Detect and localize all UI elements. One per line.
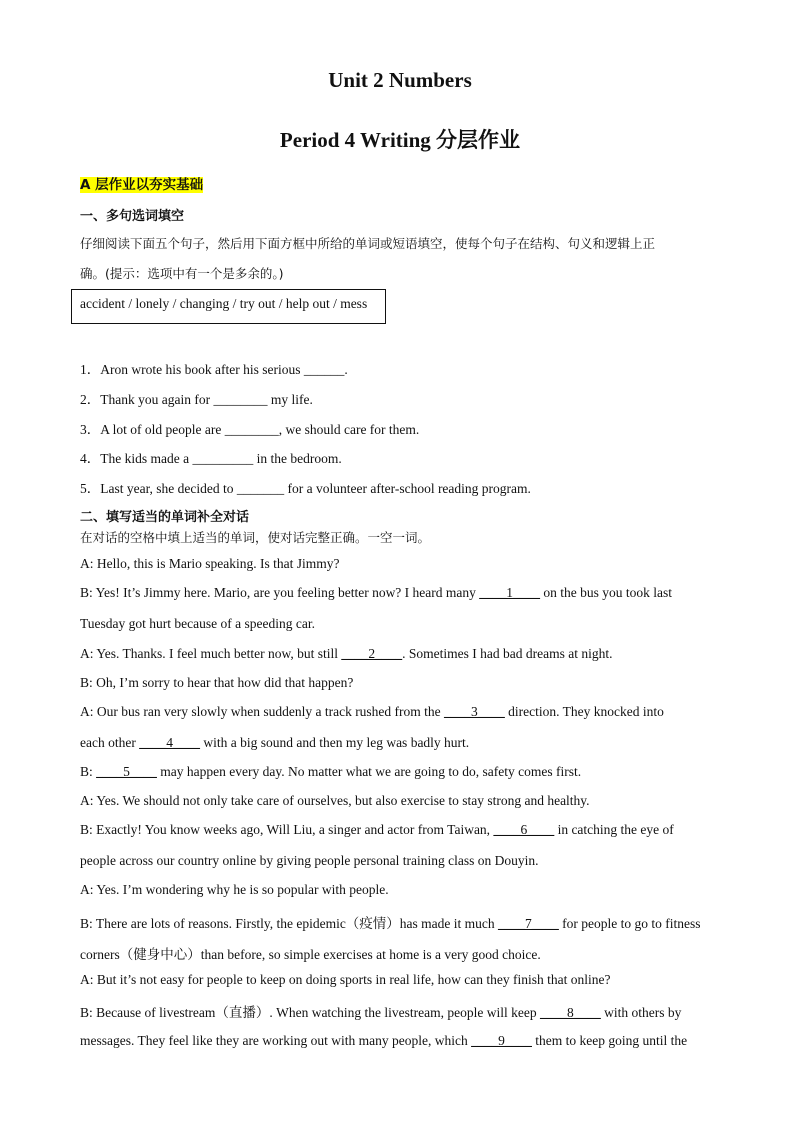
dialogue-text: with others by: [600, 1005, 682, 1020]
sentence-4: 4．The kids made a _________ in the bedroom.: [80, 451, 342, 466]
section2-heading: 二、填写适当的单词补全对话: [80, 510, 250, 525]
word-box: accident / lonely / changing / try out / help out / mess: [71, 289, 386, 324]
dialogue-line: [80, 822, 730, 838]
dialogue-text: on the bus you took last: [540, 585, 673, 600]
answer-blank-6[interactable]: ____6____: [493, 822, 555, 837]
dialogue-text: A: But it’s not easy for people to keep on doing sports in real life, how can they finish that online?: [80, 972, 611, 987]
dialogue-line: [80, 675, 730, 691]
dialogue-text: B: There are lots of reasons. Firstly, the epidemic（疫情）has made it much: [80, 916, 499, 931]
dialogue-line: [80, 1033, 730, 1049]
dialogue-line: [80, 972, 730, 988]
dialogue-text: corners（健身中心）than before, so simple exercises at home is a very good choice.: [80, 947, 541, 962]
dialogue-text: B: Yes! It’s Jimmy here. Mario, are you feeling better now? I heard many: [80, 585, 480, 600]
section1-instruction-line2: 确。(提示：选项中有一个是多余的。): [80, 266, 284, 281]
dialogue-text: . Sometimes I had bad dreams at night.: [402, 646, 613, 661]
dialogue-text: A: Our bus ran very slowly when suddenly a track rushed from the: [80, 704, 445, 719]
dialogue-text: them to keep going until the: [531, 1033, 688, 1048]
sentence-2: 2．Thank you again for ________ my life.: [80, 392, 313, 407]
sentence-3: 3．A lot of old people are ________, we should care for them.: [80, 422, 420, 437]
period-title: Period 4 Writing 分层作业: [279, 128, 521, 152]
dialogue-text: A: Yes. Thanks. I feel much better now, but still: [80, 646, 342, 661]
dialogue-line: [80, 704, 730, 720]
answer-blank-1[interactable]: ____1____: [479, 585, 541, 600]
dialogue-text: direction. They knocked into: [504, 704, 664, 719]
dialogue-text: B:: [80, 764, 97, 779]
dialogue-line: [80, 943, 730, 963]
dialogue-text: A: Yes. I’m wondering why he is so popular with people.: [80, 882, 389, 897]
answer-blank-4[interactable]: ____4____: [139, 735, 200, 750]
dialogue-text: for people to go to fitness: [558, 916, 701, 931]
dialogue-text: B: Exactly! You know weeks ago, Will Liu, a singer and actor from Taiwan,: [80, 822, 494, 837]
dialogue-text: each other: [80, 735, 140, 750]
answer-blank-8[interactable]: ____8____: [540, 1005, 601, 1020]
dialogue-line: [80, 912, 730, 932]
dialogue-line: [80, 735, 730, 751]
sentence-5: 5．Last year, she decided to _______ for a volunteer after-school reading program.: [80, 481, 531, 496]
dialogue-text: messages. They feel like they are working out with many people, which: [80, 1033, 472, 1048]
unit-title: Unit 2 Numbers: [328, 68, 472, 92]
dialogue-line: [80, 616, 730, 632]
dialogue-line: [80, 764, 730, 780]
answer-blank-2[interactable]: ____2____: [341, 646, 403, 661]
section2-instruction: 在对话的空格中填上适当的单词，使对话完整正确。一空一词。: [80, 530, 431, 545]
dialogue-text: A: Hello, this is Mario speaking. Is that Jimmy?: [80, 556, 340, 571]
level-a-label: [80, 173, 203, 193]
dialogue-text: people across our country online by giving people personal training class on Douyin.: [80, 853, 539, 868]
level-a-highlight: A 层作业以夯实基础: [80, 177, 204, 193]
section1-instruction-line1: 仔细阅读下面五个句子，然后用下面方框中所给的单词或短语填空，使每个句子在结构、句义和逻辑上正: [80, 236, 656, 251]
dialogue-line: [80, 556, 730, 572]
answer-blank-9[interactable]: ____9____: [471, 1033, 532, 1048]
dialogue-line: [80, 793, 730, 809]
sentence-1: 1．Aron wrote his book after his serious ______.: [80, 362, 348, 377]
dialogue-line: [80, 1001, 730, 1021]
dialogue-text: B: Oh, I’m sorry to hear that how did that happen?: [80, 675, 354, 690]
dialogue-text: Tuesday got hurt because of a speeding car.: [80, 616, 315, 631]
dialogue-text: in catching the eye of: [554, 822, 674, 837]
dialogue-text: A: Yes. We should not only take care of ourselves, but also exercise to stay strong and healthy.: [80, 793, 590, 808]
section1-heading: 一、多句选词填空: [80, 209, 185, 224]
dialogue-text: with a big sound and then my leg was badly hurt.: [199, 735, 470, 750]
answer-blank-7[interactable]: ____7____: [498, 916, 559, 931]
dialogue-line: [80, 646, 730, 662]
dialogue-line: [80, 585, 730, 601]
answer-blank-5[interactable]: ____5____: [96, 764, 157, 779]
dialogue-line: [80, 853, 730, 869]
dialogue-text: B: Because of livestream（直播）. When watching the livestream, people will keep: [80, 1005, 540, 1020]
dialogue-line: [80, 882, 730, 898]
answer-blank-3[interactable]: ____3____: [444, 704, 505, 719]
dialogue-text: may happen every day. No matter what we are going to do, safety comes first.: [156, 764, 582, 779]
